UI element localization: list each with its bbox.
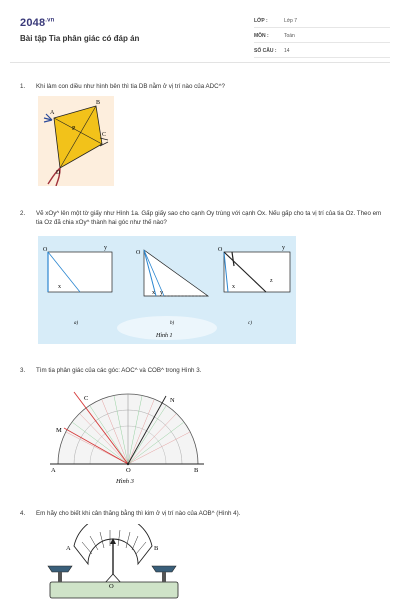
meta-row-count [254, 46, 390, 58]
hinh-3-label: B [194, 467, 199, 474]
hinh-1b-label: x [152, 290, 155, 296]
hinh-3-label: N [170, 397, 175, 404]
hinh-3-figure [44, 384, 214, 488]
hinh-4-label: A [66, 545, 71, 552]
hinh-1b-label: O [136, 250, 141, 256]
kite-label: B [96, 100, 101, 106]
question-number: 3. [20, 367, 26, 374]
site-logo[interactable] [20, 17, 55, 29]
hinh-1c-label: x [232, 284, 235, 290]
hinh-1-figure [38, 236, 296, 344]
logo-suffix: .vn [45, 17, 55, 24]
kite-label: D [56, 170, 61, 176]
question-number: 2. [20, 210, 26, 217]
kite-label: C [102, 132, 107, 138]
hinh-1a-label: y [104, 245, 107, 251]
question-text: Khi làm con diều như hình bên thì tia DB nằm ở vị trí nào của ADC^? [36, 83, 225, 90]
worksheet-header [10, 8, 390, 63]
hinh-1c-label: y [282, 245, 285, 251]
sub-caption: c) [248, 321, 252, 326]
hinh-3-label: C [84, 395, 89, 402]
meta-label: LỚP : [254, 18, 268, 24]
hinh-1-caption: Hình 1 [156, 333, 173, 339]
logo-text: 2048 [20, 17, 46, 29]
hinh-3-caption: Hình 3 [116, 478, 134, 485]
question-text: Em hãy cho biết khi cân thăng bằng thì kim ở vị trí nào của AOB^ (Hình 4). [36, 510, 241, 517]
kite-label: A [50, 110, 55, 116]
question-text: Tìm tia phân giác của các góc: AOC^ và COB^ trong Hình 3. [36, 367, 202, 374]
kite-label: P [72, 126, 76, 132]
hinh-4-figure [44, 524, 184, 600]
hinh-1-drawing [38, 236, 296, 344]
hinh-1b-label: y [160, 290, 163, 296]
hinh-1c-label: z [270, 278, 273, 284]
page-title: Bài tập Tia phân giác có đáp án [20, 34, 140, 43]
hinh-3-label: A [51, 467, 56, 474]
hinh-4-label: B [154, 545, 159, 552]
meta-row-subject [254, 31, 390, 43]
hinh-1a-label: x [58, 284, 61, 290]
meta-row-grade [254, 16, 390, 28]
kite-drawing [38, 96, 114, 186]
sub-caption: a) [74, 321, 79, 326]
meta-value: 14 [284, 48, 290, 54]
question-number: 4. [20, 510, 26, 517]
meta-value: Toán [284, 33, 295, 39]
question-number: 1. [20, 83, 26, 90]
meta-label: SỐ CÂU : [254, 48, 277, 54]
protractor-drawing [44, 384, 214, 488]
hinh-3-label: M [56, 427, 62, 434]
question-text: Vẽ xOy^ lên một tờ giấy như Hình 1a. Gấp giấy sao cho cạnh Oy trùng với cạnh Ox. Nếu gấp cho ta vị trí của tia Oz. Theo em tia Oz đã chia xOy^ thành hai góc như thế nào? [36, 210, 382, 226]
kite-figure [38, 96, 114, 186]
hinh-4-label: O [109, 583, 114, 590]
sub-caption: b) [170, 321, 175, 326]
hinh-1a-label: O [43, 247, 48, 253]
hinh-1c-label: O [218, 247, 223, 253]
meta-label: MÔN : [254, 33, 269, 39]
hinh-3-label: O [126, 467, 131, 474]
balance-scale-drawing [44, 524, 184, 600]
meta-value: Lớp 7 [284, 18, 298, 24]
